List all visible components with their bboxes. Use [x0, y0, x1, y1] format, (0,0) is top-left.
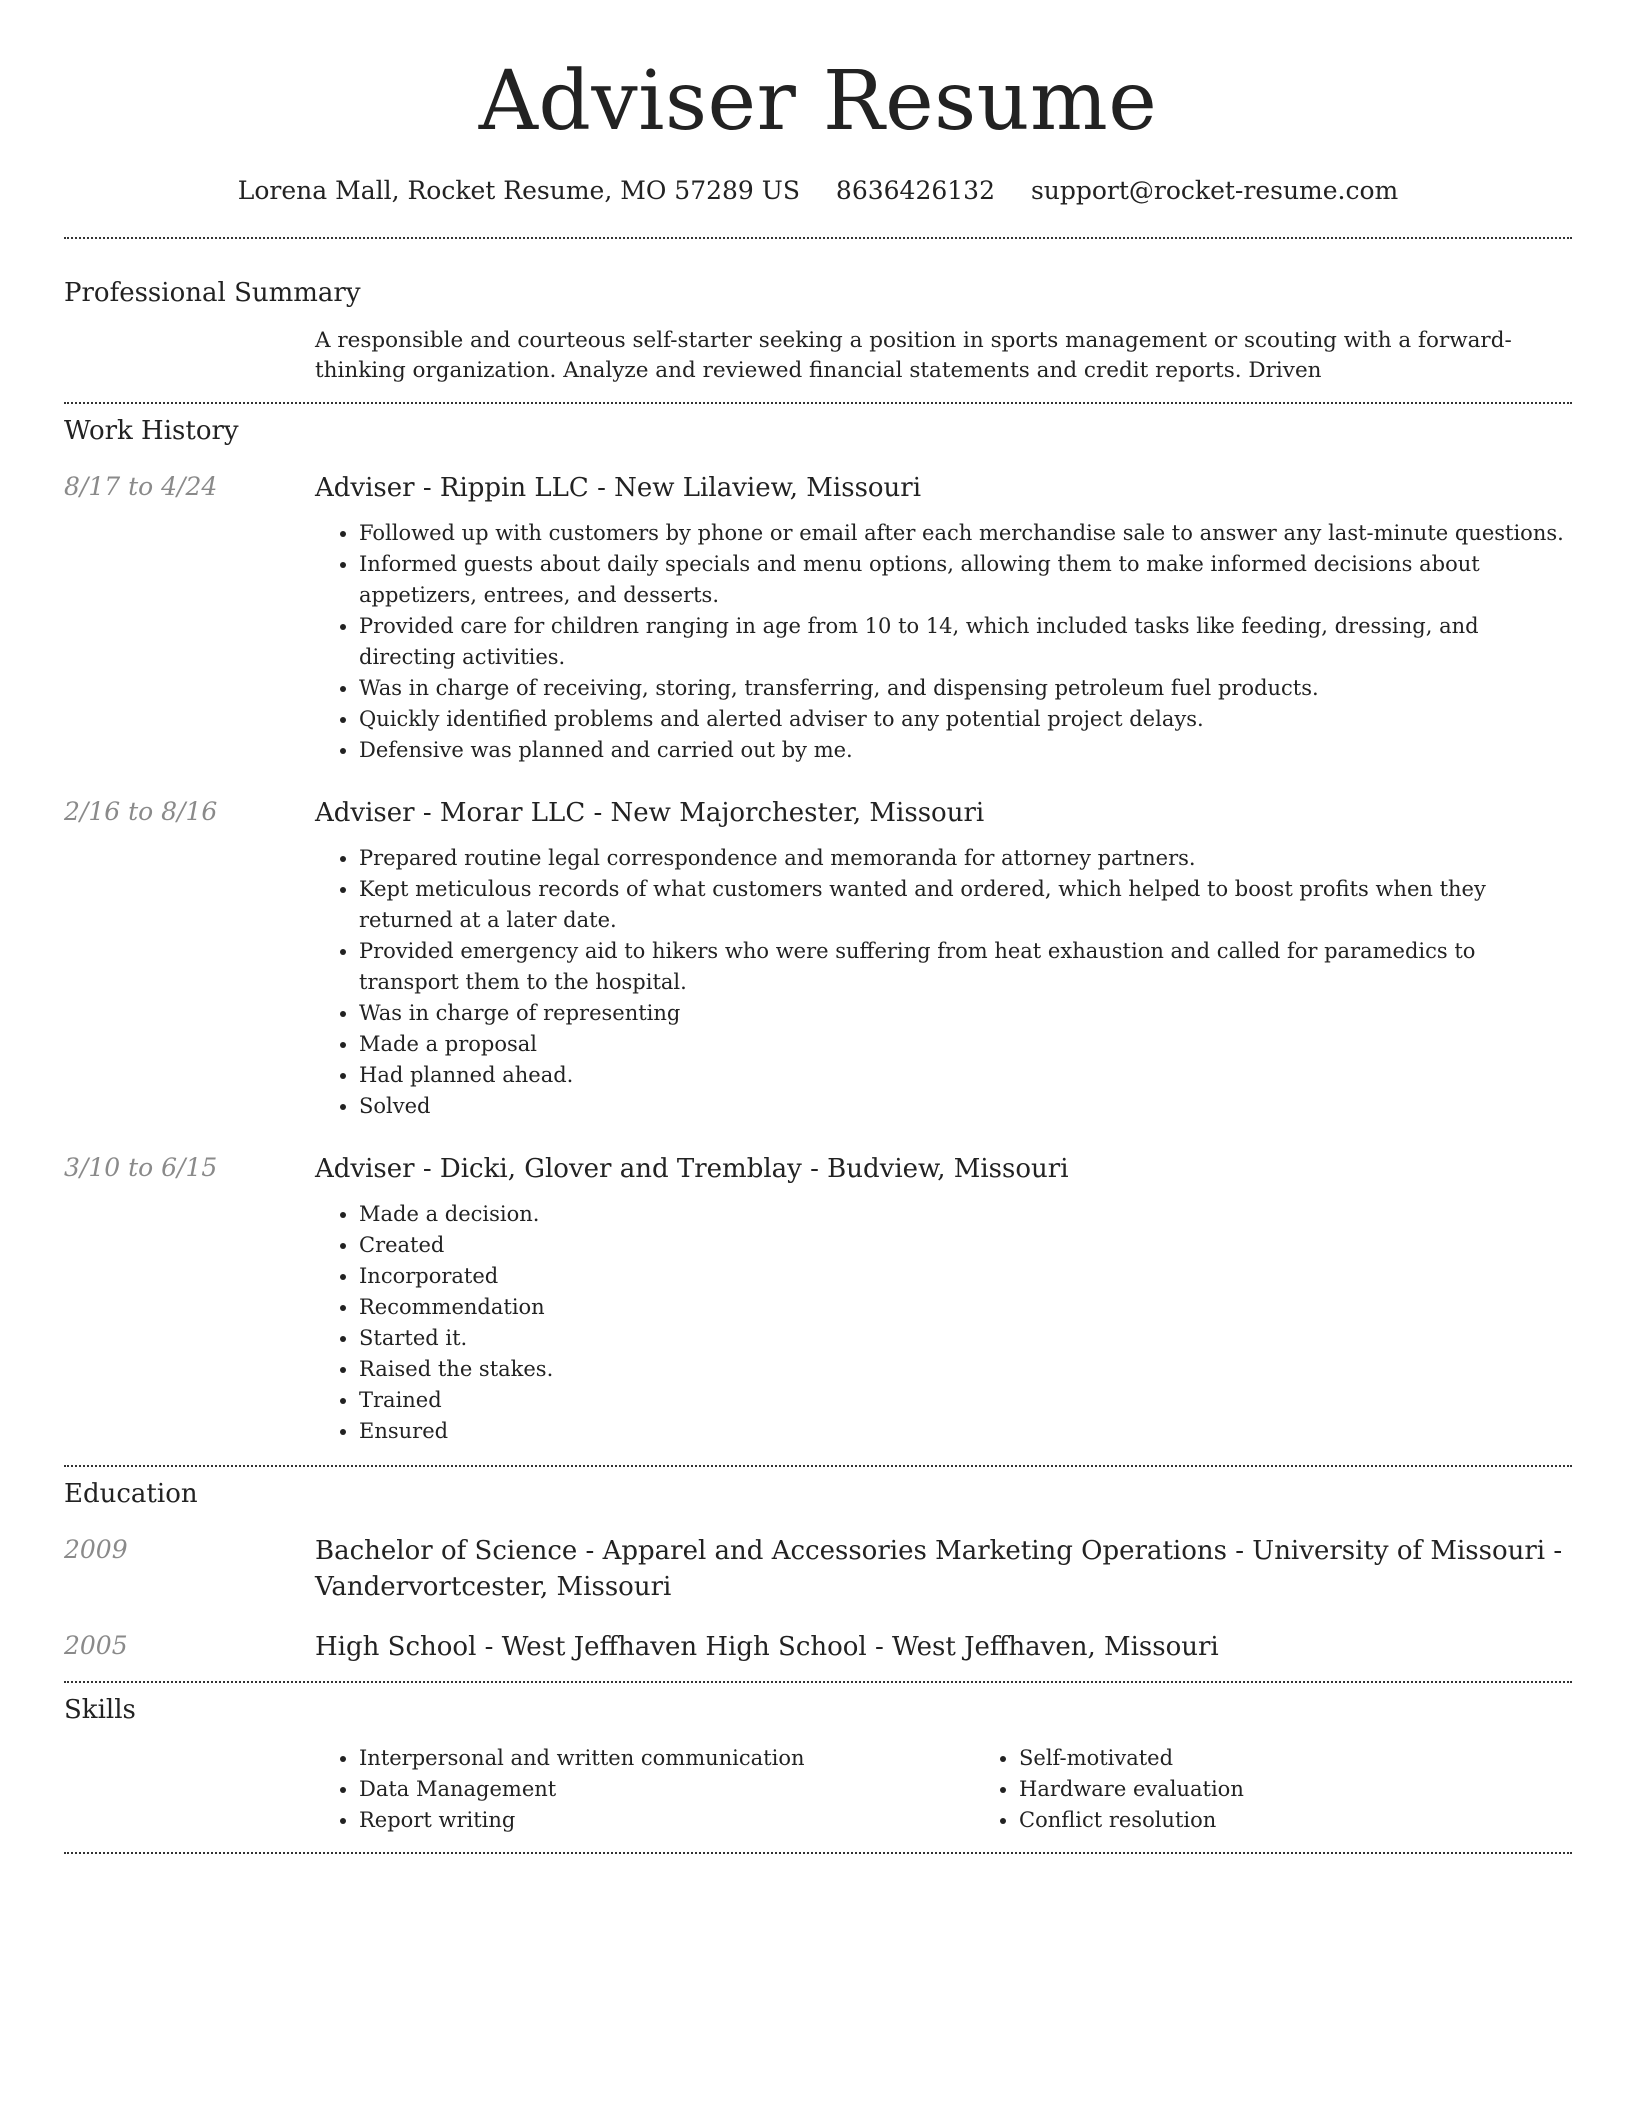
education-detail: - West Jeffhaven High School - West Jeffhaven, Missouri: [476, 1632, 1219, 1662]
section-heading: Skills: [64, 1695, 136, 1725]
divider: [64, 237, 1572, 239]
job-bullets: [315, 518, 1572, 766]
education-entry: [64, 1629, 1572, 1665]
list-item: • Had planned ahead.: [359, 1060, 1572, 1091]
skills-list-right: [975, 1743, 1632, 1836]
education-degree: High School: [315, 1632, 477, 1662]
job-bullets: [315, 1199, 1572, 1447]
list-item: • Made a proposal: [359, 1029, 1572, 1060]
list-item: • Was in charge of representing: [359, 998, 1572, 1029]
list-item: • Provided care for children ranging in age from 10 to 14, which included tasks like feeding, dressing, and directing activities.: [359, 611, 1572, 673]
education-degree: Bachelor of Science: [315, 1536, 578, 1566]
list-item: • Raised the stakes.: [359, 1354, 1572, 1385]
summary-section: [64, 276, 1572, 386]
divider: [64, 1465, 1572, 1467]
job-dates: 3/10 to 6/15: [64, 1153, 218, 1182]
list-item: • Started it.: [359, 1323, 1572, 1354]
skills-grid: [315, 1743, 1632, 1836]
job-title: Adviser - Morar LLC - New Majorchester, Missouri: [315, 798, 985, 828]
job-title: Adviser - Dicki, Glover and Tremblay - Budview, Missouri: [315, 1154, 1069, 1184]
education-year: 2005: [64, 1631, 128, 1660]
education-section: [64, 1477, 1572, 1665]
list-item: • Prepared routine legal correspondence and memoranda for attorney partners.: [359, 843, 1572, 874]
skill-item: • Hardware evaluation: [1019, 1774, 1632, 1805]
job-entry: [64, 1151, 1572, 1447]
divider: [64, 1681, 1572, 1683]
list-item: • Was in charge of receiving, storing, transferring, and dispensing petroleum fuel products.: [359, 673, 1572, 704]
divider: [64, 402, 1572, 404]
job-bullets: [315, 843, 1572, 1122]
list-item: • Trained: [359, 1385, 1572, 1416]
list-item: • Recommendation: [359, 1292, 1572, 1323]
list-item: • Defensive was planned and carried out by me.: [359, 735, 1572, 766]
skill-item: • Conflict resolution: [1019, 1805, 1632, 1836]
contact-email: support@rocket-resume.com: [1030, 176, 1399, 205]
list-item: • Informed guests about daily specials and menu options, allowing them to make informed decisions about appetizers, entrees, and desserts.: [359, 549, 1572, 611]
job-dates: 8/17 to 4/24: [64, 472, 218, 501]
list-item: • Quickly identified problems and alerted adviser to any potential project delays.: [359, 704, 1572, 735]
list-item: • Ensured: [359, 1416, 1572, 1447]
skill-item: • Report writing: [359, 1805, 975, 1836]
list-item: • Made a decision.: [359, 1199, 1572, 1230]
job-entry: [64, 470, 1572, 766]
list-item: • Kept meticulous records of what customers wanted and ordered, which helped to boost profits when they returned at a later date.: [359, 874, 1572, 936]
job-title: Adviser - Rippin LLC - New Lilaview, Missouri: [315, 473, 922, 503]
skills-section: [64, 1693, 1572, 1836]
section-heading: Professional Summary: [64, 278, 361, 308]
list-item: • Created: [359, 1230, 1572, 1261]
education-entry: [64, 1533, 1572, 1605]
education-detail: - Apparel and Accessories Marketing Operations - University of Missouri - Vandervortcester, Missouri: [315, 1536, 1563, 1602]
job-entry: [64, 795, 1572, 1122]
job-dates: 2/16 to 8/16: [64, 797, 218, 826]
section-heading: Education: [64, 1479, 198, 1509]
resume-page: [64, 0, 1572, 1854]
resume-title: Adviser Resume: [478, 54, 1158, 149]
contact-phone: 8636426132: [835, 176, 995, 205]
list-item: • Followed up with customers by phone or email after each merchandise sale to answer any last-minute questions.: [359, 518, 1572, 549]
list-item: • Solved: [359, 1091, 1572, 1122]
skill-item: • Self-motivated: [1019, 1743, 1632, 1774]
skills-list-left: [315, 1743, 975, 1836]
education-year: 2009: [64, 1535, 128, 1564]
summary-text: A responsible and courteous self-starter seeking a position in sports management or scouting with a forward-thinking organization. Analyze and reviewed financial statements and credit reports. Driven: [315, 328, 1512, 383]
section-heading: Work History: [64, 416, 239, 446]
skill-item: • Data Management: [359, 1774, 975, 1805]
list-item: • Incorporated: [359, 1261, 1572, 1292]
divider: [64, 1852, 1572, 1854]
contact-address: Lorena Mall, Rocket Resume, MO 57289 US: [237, 176, 800, 205]
contact-line: [64, 174, 1572, 208]
work-history-section: [64, 414, 1572, 1447]
skill-item: • Interpersonal and written communication: [359, 1743, 975, 1774]
list-item: • Provided emergency aid to hikers who were suffering from heat exhaustion and called for paramedics to transport them to the hospital.: [359, 936, 1572, 998]
